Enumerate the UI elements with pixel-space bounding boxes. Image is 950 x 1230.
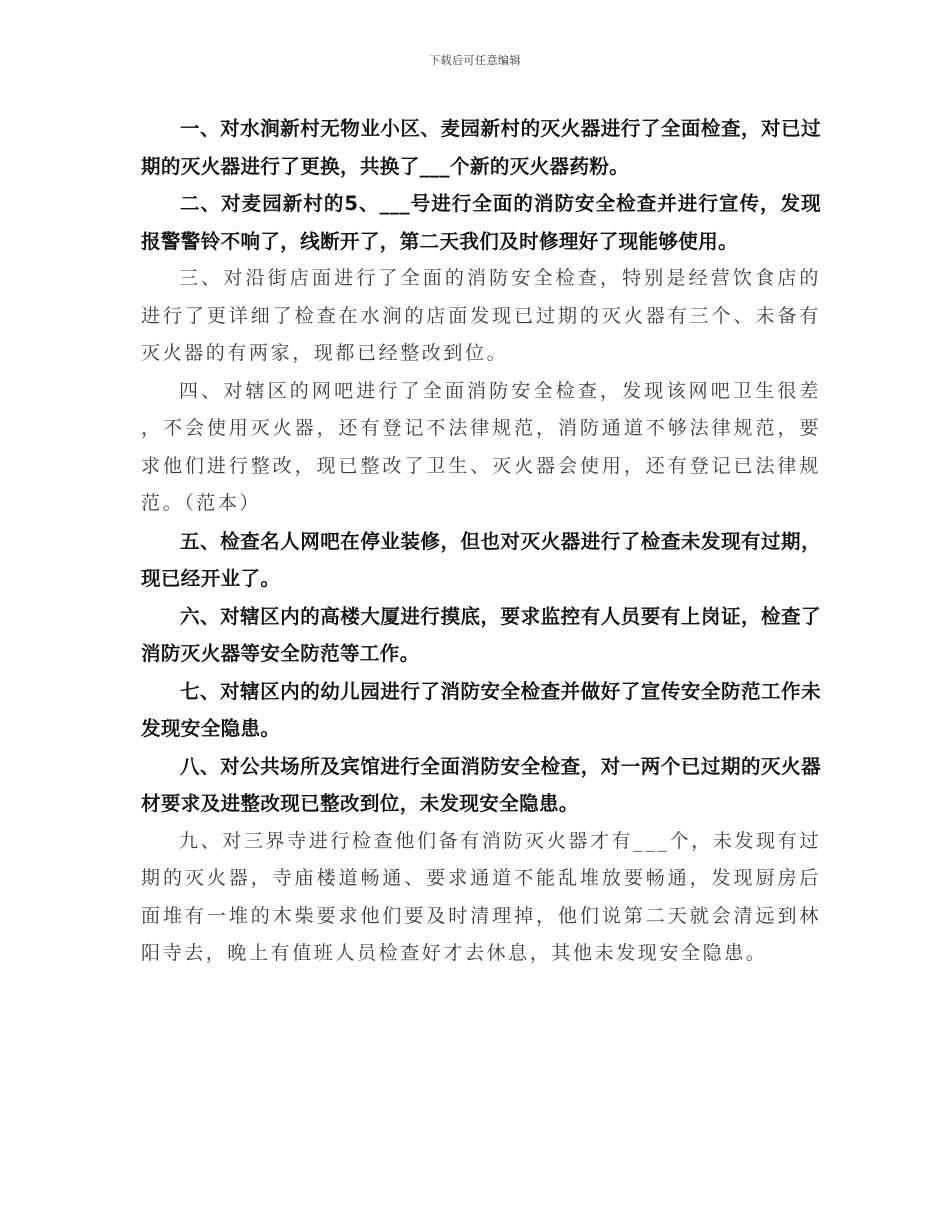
document-body xyxy=(141,110,821,973)
paragraph-1: 一、对水涧新村无物业小区、麦园新村的灭火器进行了全面检查，对已过期的灭火器进行了更换，共换了___个新的灭火器药粉。 xyxy=(141,117,821,178)
paragraph-5: 五、检查名人网吧在停业装修，但也对灭火器进行了检查未发现有过期，现已经开业了。 xyxy=(141,529,821,590)
page-header: 下载后可任意编辑 xyxy=(429,54,521,67)
paragraph-8: 八、对公共场所及宾馆进行全面消防安全检查，对一两个已过期的灭火器材要求及进整改现已整改到位，未发现安全隐患。 xyxy=(141,754,821,815)
paragraph-2: 二、对麦园新村的5、___号进行全面的消防安全检查并进行宣传，发现报警警铃不响了，线断开了，第二天我们及时修理好了现能够使用。 xyxy=(141,192,821,253)
paragraph-9: 九、对三界寺进行检查他们备有消防灭火器才有___个，未发现有过期的灭火器，寺庙楼道畅通、要求通道不能乱堆放要畅通，发现厨房后面堆有一堆的木柴要求他们要及时清理掉，他们说第二天就会清远到林阳寺去，晚上有值班人员检查好才去休息，其他未发现安全隐患。 xyxy=(141,829,821,964)
paragraph-7: 七、对辖区内的幼儿园进行了消防安全检查并做好了宣传安全防范工作未发现安全隐患。 xyxy=(141,679,821,740)
paragraph-3: 三、对沿街店面进行了全面的消防安全检查，特别是经营饮食店的进行了更详细了检查在水涧的店面发现已过期的灭火器有三个、未备有灭火器的有两家，现都已经整改到位。 xyxy=(141,267,821,364)
paragraph-4: 四、对辖区的网吧进行了全面消防安全检查，发现该网吧卫生很差，不会使用灭火器，还有登记不法律规范，消防通道不够法律规范，要求他们进行整改，现已整改了卫生、灭火器会使用，还有登记已法律规范。（范本） xyxy=(141,379,821,514)
paragraph-6: 六、对辖区内的高楼大厦进行摸底，要求监控有人员要有上岗证，检查了消防灭火器等安全防范等工作。 xyxy=(141,604,821,665)
